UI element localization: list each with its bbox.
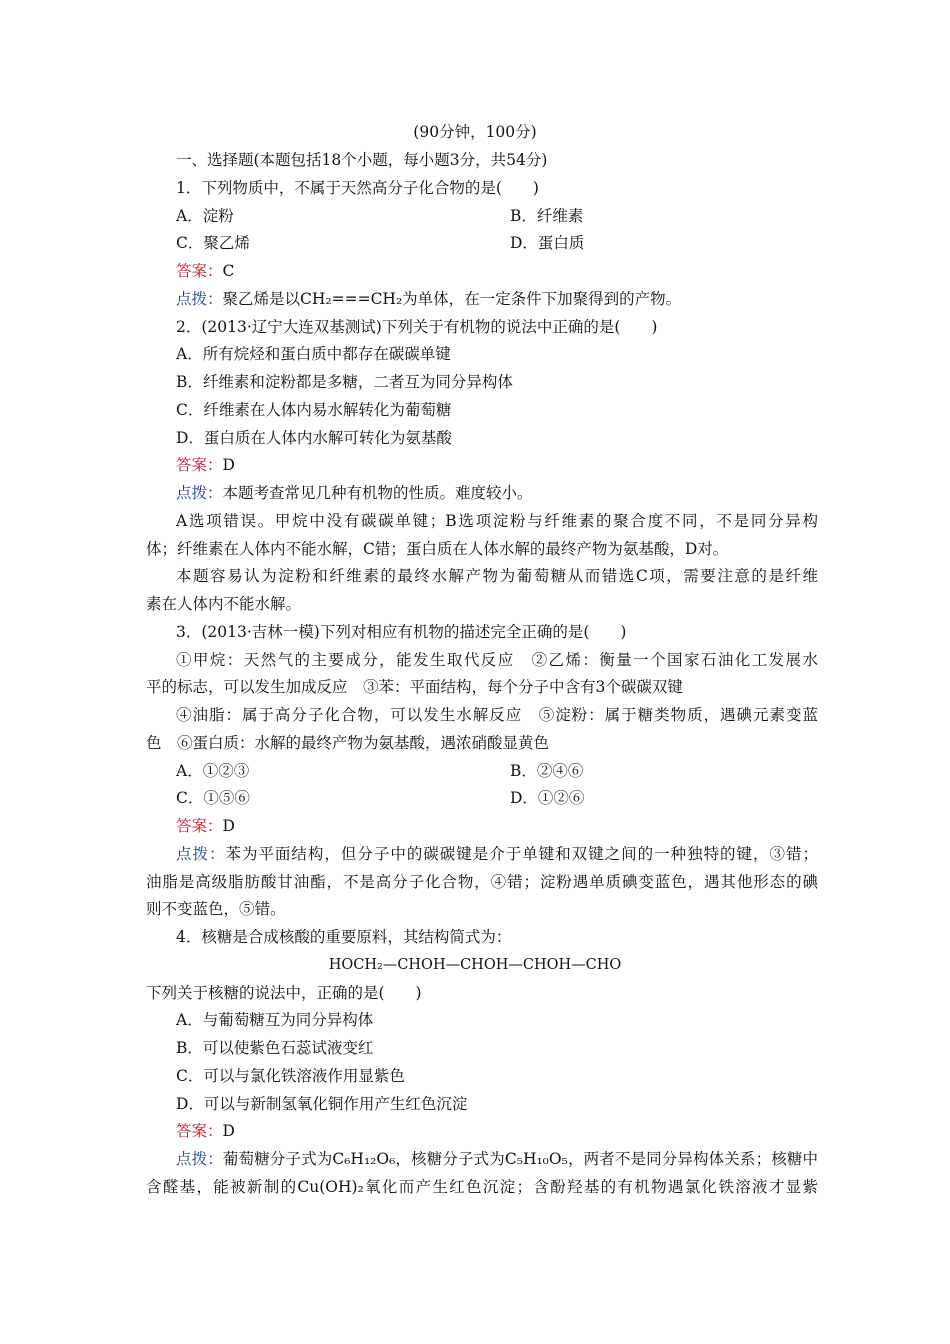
hint-text: 本题考查常见几种有机物的性质。难度较小。 (222, 484, 533, 502)
q2-stem: 2．(2013·辽宁大连双基测试)下列关于有机物的说法中正确的是( ) (176, 318, 658, 336)
q2-explain-line: A选项错误。甲烷中没有碳碳单键；B选项淀粉与纤维素的聚合度不同，不是同分异构 (176, 512, 818, 530)
q3-desc-line: 平的标志，可以发生加成反应 ③苯：平面结构，每个分子中含有3个碳碳双键 (146, 678, 683, 696)
q1-answer (176, 261, 848, 281)
q2-option-b: B．纤维素和淀粉都是多糖，二者互为同分异构体 (176, 373, 513, 391)
hint-text: 苯为平面结构，但分子中的碳碳键是介于单键和双键之间的一种独特的键，③错； (225, 845, 818, 863)
q3-answer (176, 816, 848, 836)
q1-option-b: B．纤维素 (510, 207, 584, 225)
q3-hint (176, 844, 818, 864)
q4-option-d: D．可以与新制氢氧化铜作用产生红色沉淀 (176, 1095, 468, 1113)
q3-desc-line: ①甲烷：天然气的主要成分，能发生取代反应 ②乙烯：衡量一个国家石油化工发展水 (176, 651, 818, 669)
q1-option-d: D．蛋白质 (510, 234, 585, 252)
q2-option-a: A．所有烷烃和蛋白质中都存在碳碳单键 (176, 345, 451, 363)
q1-option-c: C．聚乙烯 (176, 234, 250, 252)
q4-hint-line: 含醛基，能被新制的Cu(OH)₂氧化而产生红色沉淀；含酚羟基的有机物遇氯化铁溶液才显紫 (146, 1178, 818, 1196)
answer-value: D (222, 456, 235, 474)
answer-value: C (222, 262, 235, 280)
q4-option-c: C．可以与氯化铁溶液作用显紫色 (176, 1067, 405, 1085)
q3-stem: 3．(2013·吉林一模)下列对相应有机物的描述完全正确的是( ) (176, 623, 627, 641)
q3-hint-line: 油脂是高级脂肪酸甘油酯，不是高分子化合物，④错；淀粉遇单质碘变蓝色，遇其他形态的碘 (146, 873, 818, 891)
q2-explain-line: 体；纤维素在人体内不能水解，C错；蛋白质在人体水解的最终产物为氨基酸，D对。 (146, 540, 729, 558)
q3-option-a: A．①②③ (176, 762, 250, 780)
q4-answer (176, 1121, 848, 1141)
answer-label: 答案： (176, 456, 223, 474)
q2-explain-line: 素在人体内不能水解。 (146, 595, 302, 613)
hint-text: 聚乙烯是以CH₂===CH₂为单体，在一定条件下加聚得到的产物。 (222, 290, 682, 308)
q3-option-b: B．②④⑥ (510, 762, 584, 780)
q4-hint (176, 1149, 818, 1169)
q2-answer (176, 455, 848, 475)
q3-desc-line: 色 ⑥蛋白质：水解的最终产物为氨基酸，遇浓硝酸显黄色 (146, 734, 550, 752)
q2-option-d: D．蛋白质在人体内水解可转化为氨基酸 (176, 429, 452, 447)
q3-hint-line: 则不变蓝色，⑤错。 (146, 900, 286, 918)
q4-stem: 4．核糖是合成核酸的重要原料，其结构简式为： (176, 928, 512, 946)
q3-option-c: C．①⑤⑥ (176, 789, 250, 807)
q2-hint (176, 483, 848, 503)
q4-option-a: A．与葡萄糖互为同分异构体 (176, 1011, 374, 1029)
q4-structural-formula: HOCH₂—CHOH—CHOH—CHOH—CHO (328, 957, 622, 973)
q1-option-a: A．淀粉 (176, 207, 234, 225)
q1-stem: 1．下列物质中，不属于天然高分子化合物的是( ) (176, 179, 539, 197)
section-title: 一、选择题(本题包括18个小题，每小题3分，共54分) (176, 151, 548, 169)
hint-label: 点拨： (176, 845, 226, 863)
hint-label: 点拨： (176, 1150, 223, 1168)
answer-label: 答案： (176, 817, 223, 835)
q4-option-b: B．可以使紫色石蕊试液变红 (176, 1039, 374, 1057)
q3-desc-line: ④油脂：属于高分子化合物，可以发生水解反应 ⑤淀粉：属于糖类物质，遇碘元素变蓝 (176, 706, 818, 724)
hint-label: 点拨： (176, 484, 223, 502)
answer-value: D (222, 1122, 235, 1140)
q1-hint (176, 289, 848, 309)
hint-label: 点拨： (176, 290, 223, 308)
q3-option-d: D．①②⑥ (510, 789, 585, 807)
answer-label: 答案： (176, 262, 223, 280)
exam-header: (90分钟，100分) (413, 123, 537, 141)
hint-text: 葡萄糖分子式为C₆H₁₂O₆，核糖分子式为C₅H₁₀O₅，两者不是同分异构体关系；核糖中 (222, 1150, 818, 1168)
answer-value: D (222, 817, 235, 835)
answer-label: 答案： (176, 1122, 223, 1140)
q4-question: 下列关于核糖的说法中，正确的是( ) (146, 984, 422, 1002)
q2-explain-line: 本题容易认为淀粉和纤维素的最终水解产物为葡萄糖从而错选C项，需要注意的是纤维 (176, 567, 818, 585)
q2-option-c: C．纤维素在人体内易水解转化为葡萄糖 (176, 401, 452, 419)
